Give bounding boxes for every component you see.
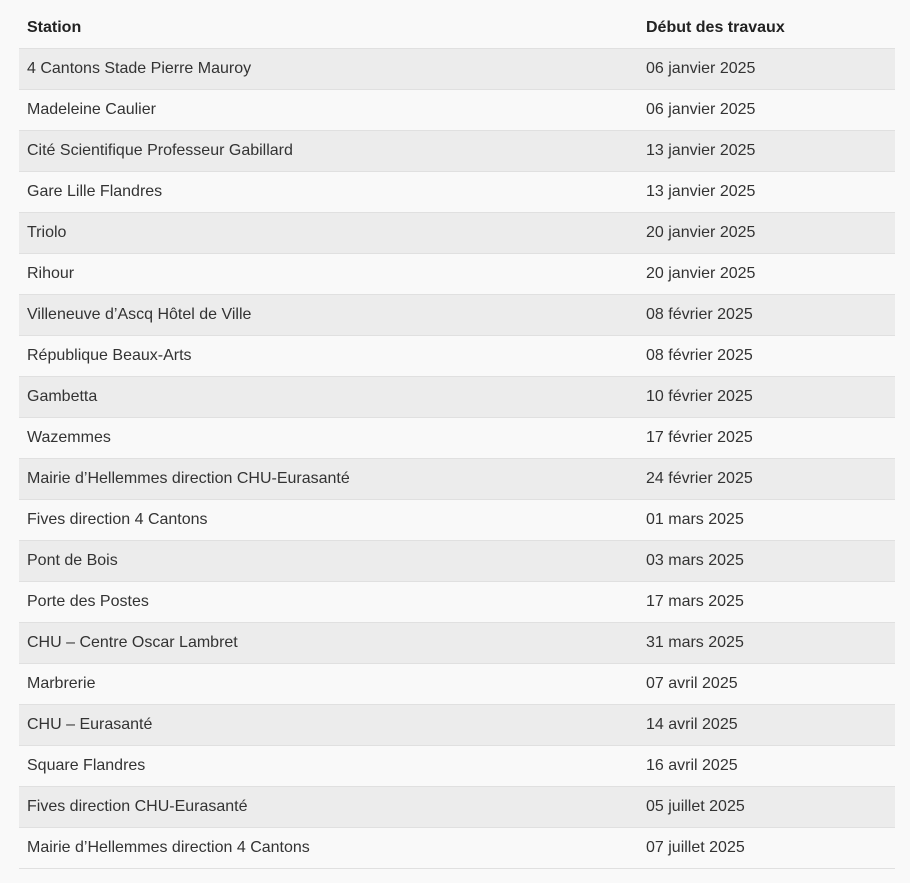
station-cell: Rihour <box>19 254 638 295</box>
station-cell: Wazemmes <box>19 418 638 459</box>
table-header-row <box>19 7 895 49</box>
table-row <box>19 295 895 336</box>
table-body <box>19 49 895 869</box>
station-cell: Marbrerie <box>19 664 638 705</box>
station-cell: Gambetta <box>19 377 638 418</box>
table-header <box>19 7 895 49</box>
start-date-cell: 13 janvier 2025 <box>638 172 895 213</box>
station-cell: Gare Lille Flandres <box>19 172 638 213</box>
table-row <box>19 213 895 254</box>
station-cell: CHU – Eurasanté <box>19 705 638 746</box>
works-schedule-table-container <box>19 7 895 869</box>
table-row <box>19 582 895 623</box>
start-date-cell: 20 janvier 2025 <box>638 213 895 254</box>
start-date-cell: 08 février 2025 <box>638 336 895 377</box>
start-date-cell: 24 février 2025 <box>638 459 895 500</box>
station-cell: Square Flandres <box>19 746 638 787</box>
station-cell: Pont de Bois <box>19 541 638 582</box>
station-cell: CHU – Centre Oscar Lambret <box>19 623 638 664</box>
station-cell: Fives direction 4 Cantons <box>19 500 638 541</box>
table-row <box>19 828 895 869</box>
table-row <box>19 705 895 746</box>
start-date-cell: 20 janvier 2025 <box>638 254 895 295</box>
table-row <box>19 787 895 828</box>
station-cell: 4 Cantons Stade Pierre Mauroy <box>19 49 638 90</box>
start-date-cell: 07 avril 2025 <box>638 664 895 705</box>
start-date-cell: 14 avril 2025 <box>638 705 895 746</box>
table-row <box>19 90 895 131</box>
station-cell: Cité Scientifique Professeur Gabillard <box>19 131 638 172</box>
start-date-cell: 06 janvier 2025 <box>638 90 895 131</box>
station-cell: Mairie d’Hellemmes direction 4 Cantons <box>19 828 638 869</box>
table-row <box>19 336 895 377</box>
table-row <box>19 172 895 213</box>
table-row <box>19 664 895 705</box>
start-date-cell: 10 février 2025 <box>638 377 895 418</box>
table-row <box>19 459 895 500</box>
station-cell: Mairie d’Hellemmes direction CHU-Eurasanté <box>19 459 638 500</box>
start-date-cell: 03 mars 2025 <box>638 541 895 582</box>
start-date-cell: 08 février 2025 <box>638 295 895 336</box>
table-row <box>19 254 895 295</box>
start-date-cell: 17 février 2025 <box>638 418 895 459</box>
table-row <box>19 131 895 172</box>
station-cell: Triolo <box>19 213 638 254</box>
table-row <box>19 49 895 90</box>
table-row <box>19 500 895 541</box>
station-cell: Fives direction CHU-Eurasanté <box>19 787 638 828</box>
table-row <box>19 746 895 787</box>
start-date-cell: 13 janvier 2025 <box>638 131 895 172</box>
start-date-cell: 07 juillet 2025 <box>638 828 895 869</box>
station-cell: Madeleine Caulier <box>19 90 638 131</box>
start-date-cell: 16 avril 2025 <box>638 746 895 787</box>
station-cell: Villeneuve d’Ascq Hôtel de Ville <box>19 295 638 336</box>
table-row <box>19 377 895 418</box>
start-date-cell: 31 mars 2025 <box>638 623 895 664</box>
start-date-cell: 17 mars 2025 <box>638 582 895 623</box>
station-cell: République Beaux-Arts <box>19 336 638 377</box>
station-cell: Porte des Postes <box>19 582 638 623</box>
column-header-start-date: Début des travaux <box>638 7 895 49</box>
table-row <box>19 541 895 582</box>
start-date-cell: 05 juillet 2025 <box>638 787 895 828</box>
start-date-cell: 01 mars 2025 <box>638 500 895 541</box>
table-row <box>19 623 895 664</box>
table-row <box>19 418 895 459</box>
start-date-cell: 06 janvier 2025 <box>638 49 895 90</box>
column-header-station: Station <box>19 7 638 49</box>
works-schedule-table <box>19 7 895 869</box>
